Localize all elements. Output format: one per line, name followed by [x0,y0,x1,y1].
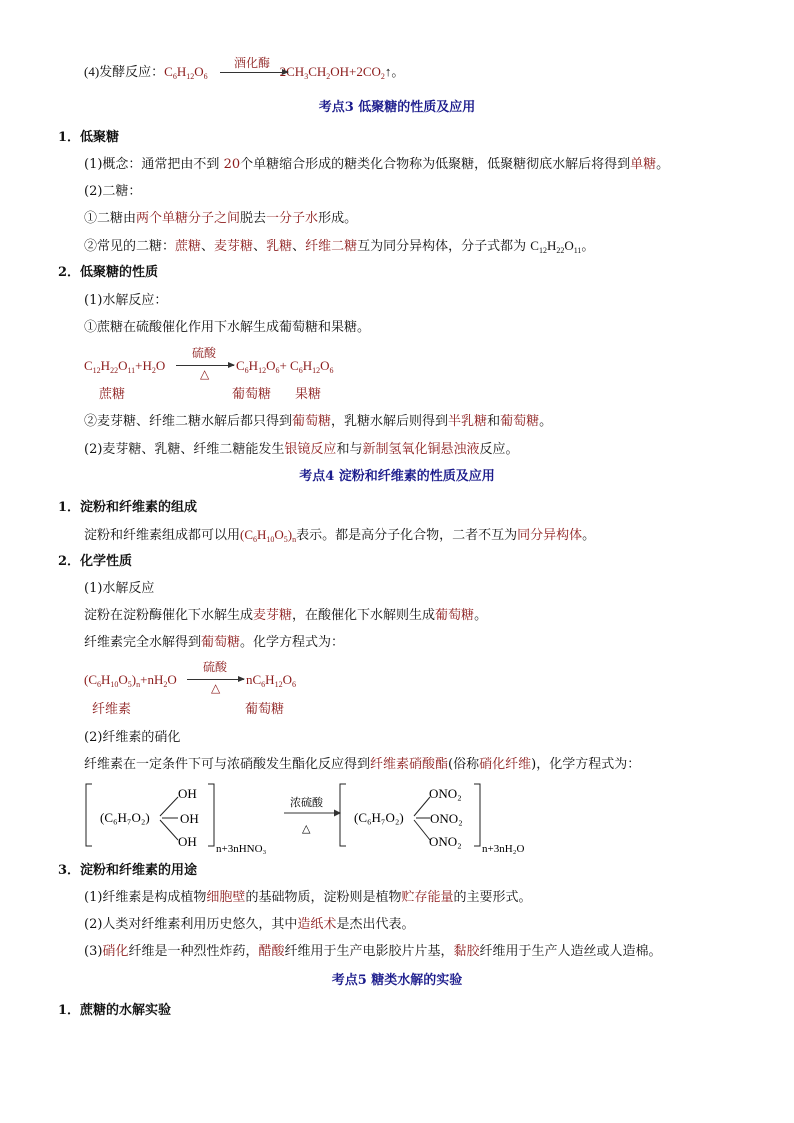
product-text: n+3nH₂O [482,843,525,855]
product-label: 葡萄糖 [232,387,272,402]
catalyst-label: 硫酸 [203,660,228,674]
heading: 2．化学性质 [58,554,133,569]
paragraph: (2)纤维素的硝化 [84,730,181,745]
paragraph: 纤维素在一定条件下可与浓硝酸发生酯化反应得到纤维素硝酸酯(俗称硝化纤维)，化学方程式为： [84,757,641,772]
heat-symbol: △ [200,367,210,381]
reaction-arrow [220,72,288,73]
catalyst-label: 硫酸 [192,346,217,360]
unit-formula: (C₆H₇O₂) [100,810,150,825]
ono2-group: ONO₂ [429,786,462,801]
product-label: 蔗糖 [99,387,126,402]
paragraph: (2)二糖： [84,184,142,199]
heat-symbol: △ [211,681,221,695]
paragraph: (1)水解反应： [84,293,168,308]
equation-product: $2CH_3CH_2OH+2CO_2$ [279,64,385,81]
product-label: 葡萄糖 [245,702,285,717]
reagent-text: n+3nHNO₃ [216,843,267,855]
paragraph: (1)纤维素是构成植物细胞壁的基础物质，淀粉则是植物贮存能量的主要形式。 [84,890,532,905]
hydrolysis-equation-right: $C_6H_{12}O_6+ C_6H_{12}O_6$ [236,358,334,375]
right-bracket [474,784,480,846]
paragraph: 淀粉和纤维素组成都可以用$(C_6H_{10}O_5)_n$表示。都是高分子化合物，二者不互为同分异构体。 [84,527,596,544]
paragraph: 淀粉在淀粉酶催化下水解生成麦芽糖，在酸催化下水解则生成葡萄糖。 [84,608,488,623]
heading: 1．淀粉和纤维素的组成 [58,500,198,515]
product-label: 果糖 [295,387,322,402]
catalyst-label: 酒化酶 [234,56,271,70]
product-label: 纤维素 [92,702,132,717]
paragraph: ①蔗糖在硫酸催化作用下水解生成葡萄糖和果糖。 [84,320,371,335]
paragraph: (2)麦芽糖、乳糖、纤维二糖能发生银镜反应和与新制氢氧化铜悬浊液反应。 [84,442,519,457]
bond-line [160,820,178,840]
equation-prefix: (4)发酵反应： [84,64,165,79]
section-title: 考点4 淀粉和纤维素的性质及应用 [299,469,495,484]
hydrolysis-equation-left: $C_{12}H_{22}O_{11}+H_2O$ [84,358,166,375]
unit-formula: (C₆H₇O₂) [354,810,404,825]
heat-symbol: △ [302,823,311,835]
bond-line [414,797,430,816]
paragraph: (3)硝化纤维是一种烈性炸药，醋酸纤维用于生产电影胶片片基，黏胶纤维用于生产人造丝或人造棉。 [84,944,662,959]
paragraph: ②麦芽糖、纤维二糖水解后都只得到葡萄糖，乳糖水解后则得到半乳糖和葡萄糖。 [84,414,553,429]
paragraph: ①二糖由两个单糖分子之间脱去一分子水形成。 [84,211,358,226]
fermentation-equation: (4)发酵反应：$C_6H_{12}O_6$ $2CH_3CH_2OH+2CO_2↑$。 [84,64,405,81]
bond-line [414,820,430,840]
paragraph: (1)概念：通常把由不到 20个单糖缩合形成的糖类化合物称为低聚糖，低聚糖彻底水解后将得到单糖。 [84,157,670,172]
oh-group: OH [180,811,199,826]
nitration-equation [84,778,564,858]
paragraph: (1)水解反应 [84,581,155,596]
catalyst-label: 浓硫酸 [290,797,323,809]
equation-reactant: $C_6H_{12}O_6$ [164,64,208,81]
heading: 1．低聚糖 [58,130,120,145]
paragraph: ②常见的二糖：蔗糖、麦芽糖、乳糖、纤维二糖互为同分异构体，分子式都为 $C_{12}H_{22}O_{11}$。 [84,238,595,255]
paragraph: (2)人类对纤维素利用历史悠久，其中造纸术是杰出代表。 [84,917,415,932]
right-bracket [208,784,214,846]
bond-line [160,797,178,816]
cellulose-hydrolysis-right: $nC_6H_{12}O_6$ [246,672,296,689]
oh-group: OH [178,834,197,849]
heading: 3．淀粉和纤维素的用途 [58,863,198,878]
left-bracket [86,784,92,846]
heading: 2．低聚糖的性质 [58,265,159,280]
ono2-group: ONO₂ [429,834,462,849]
section-title: 考点5 糖类水解的实验 [331,973,463,988]
cellulose-hydrolysis-left: $(C_6H_{10}O_5)_n+nH_2O$ [84,672,177,689]
section-title: 考点3 低聚糖的性质及应用 [318,100,476,115]
heading: 1．蔗糖的水解实验 [58,1003,172,1018]
left-bracket [340,784,346,846]
paragraph: 纤维素完全水解得到葡萄糖。化学方程式为： [84,635,345,650]
ono2-group: ONO₂ [430,811,463,826]
oh-group: OH [178,786,197,801]
